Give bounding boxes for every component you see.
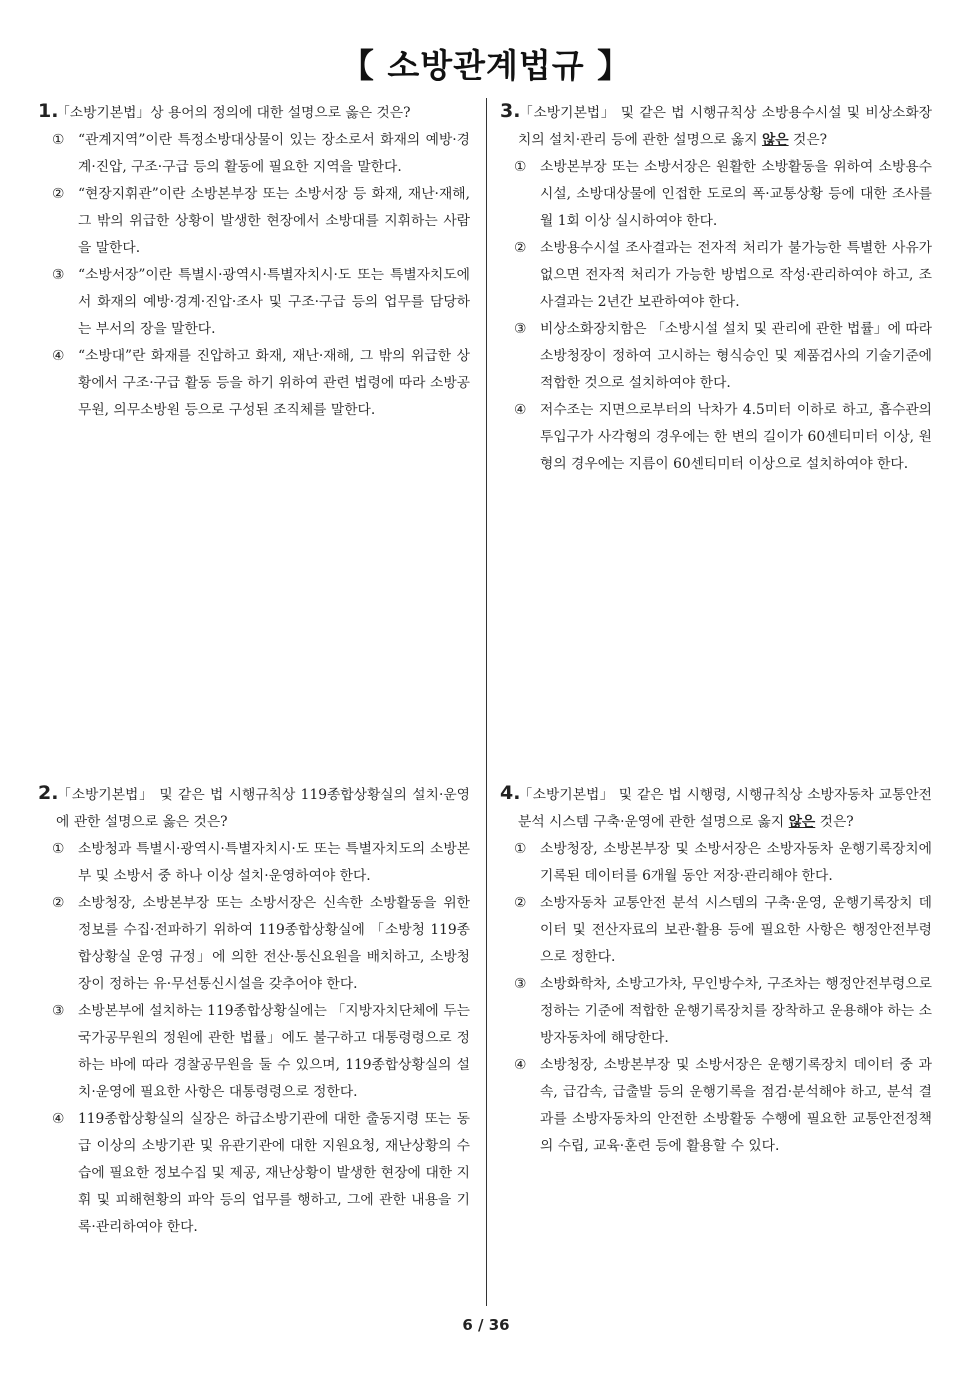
option-text: “현장지휘관”이란 소방본부장 또는 소방서장 등 화재, 재난·재해, 그 밖의 위급한 상황이 발생한 현장에서 소방대를 지휘하는 사람을 말한다. xyxy=(78,186,470,256)
option-marker: ④ xyxy=(52,1111,65,1127)
question-1-option-4 xyxy=(38,343,470,424)
question-3-option-1 xyxy=(500,154,932,235)
option-marker: ① xyxy=(52,132,65,148)
option-marker: ③ xyxy=(52,1003,65,1019)
question-1-option-1 xyxy=(38,127,470,181)
question-2-stem xyxy=(38,780,470,836)
question-2 xyxy=(38,780,470,1241)
column-divider xyxy=(486,98,487,1306)
option-text: 소방청과 특별시·광역시·특별자치시·도 또는 특별자치도의 소방본부 및 소방서 중 하나 이상 설치·운영하여야 한다. xyxy=(78,841,470,884)
question-3 xyxy=(500,98,932,478)
option-text: 119종합상황실의 실장은 하급소방기관에 대한 출동지령 또는 동급 이상의 소방기관 및 유관기관에 대한 지원요청, 재난상황의 수습에 필요한 정보수집 및 제공, 재난상황이 발생한 현장에 대한 지휘 및 피해현황의 파악 등의 업무를 행하고, 그에 관한 내용을 기록·관리하여야 한다. xyxy=(78,1111,470,1235)
option-text: 비상소화장치함은 「소방시설 설치 및 관리에 관한 법률」에 따라 소방청장이 정하여 고시하는 형식승인 및 제품검사의 기술기준에 적합한 것으로 설치하여야 한다. xyxy=(540,321,932,391)
option-marker: ② xyxy=(52,186,65,202)
question-4-option-4 xyxy=(500,1052,932,1160)
question-1-number: 1. xyxy=(38,100,59,122)
option-text: “관계지역”이란 특정소방대상물이 있는 장소로서 화재의 예방·경계·진압, 구조·구급 등의 활동에 필요한 지역을 말한다. xyxy=(78,132,470,175)
option-marker: ① xyxy=(514,841,527,857)
option-text: 소방청장, 소방본부장 및 소방서장은 소방자동차 운행기록장치에 기록된 데이터를 6개월 동안 저장·관리해야 한다. xyxy=(540,841,932,884)
question-1-option-3 xyxy=(38,262,470,343)
question-4-number: 4. xyxy=(500,782,521,804)
question-2-option-2 xyxy=(38,890,470,998)
option-marker: ① xyxy=(514,159,527,175)
question-3-stem-end: 것은? xyxy=(788,132,828,148)
question-2-option-4 xyxy=(38,1106,470,1241)
question-1-stem-text: 「소방기본법」상 용어의 정의에 대한 설명으로 옳은 것은? xyxy=(56,105,411,121)
question-4-option-1 xyxy=(500,836,932,890)
option-marker: ④ xyxy=(514,402,527,418)
option-marker: ④ xyxy=(514,1057,527,1073)
option-text: 소방청장, 소방본부장 및 소방서장은 운행기록장치 데이터 중 과속, 급감속, 급출발 등의 운행기록을 점검·분석해야 하고, 분석 결과를 소방자동차의 안전한 소방활동 수행에 필요한 교통안전정책의 수립, 교육·훈련 등에 활용할 수 있다. xyxy=(540,1057,932,1154)
option-marker: ② xyxy=(514,895,527,911)
option-text: 소방화학차, 소방고가차, 무인방수차, 구조차는 행정안전부령으로 정하는 기준에 적합한 운행기록장치를 장착하고 운용해야 하는 소방자동차에 해당한다. xyxy=(540,976,932,1046)
negation-emphasis: 않은 xyxy=(788,814,816,830)
question-2-stem-text: 「소방기본법」 및 같은 법 시행규칙상 119종합상황실의 설치·운영에 관한 설명으로 옳은 것은? xyxy=(56,787,470,830)
option-text: 소방용수시설 조사결과는 전자적 처리가 불가능한 특별한 사유가 없으면 전자적 처리가 가능한 방법으로 작성·관리하여야 하고, 조사결과는 2년간 보관하여야 한다. xyxy=(540,240,932,310)
option-marker: ③ xyxy=(514,976,527,992)
negation-emphasis: 않은 xyxy=(761,132,789,148)
option-text: “소방서장”이란 특별시·광역시·특별자치시·도 또는 특별자치도에서 화재의 예방·경계·진압·조사 및 구조·구급 등의 업무를 담당하는 부서의 장을 말한다. xyxy=(78,267,470,337)
option-marker: ③ xyxy=(52,267,65,283)
question-3-stem-text: 「소방기본법」 및 같은 법 시행규칙상 소방용수시설 및 비상소화장치의 설치·관리 등에 관한 설명으로 옳지 xyxy=(518,105,932,148)
question-1-stem xyxy=(38,98,470,127)
question-3-option-3 xyxy=(500,316,932,397)
question-3-option-2 xyxy=(500,235,932,316)
option-text: “소방대”란 화재를 진압하고 화재, 재난·재해, 그 밖의 위급한 상황에서 구조·구급 활동 등을 하기 위하여 관련 법령에 따라 소방공무원, 의무소방원 등으로 구성된 조직체를 말한다. xyxy=(78,348,470,418)
option-marker: ② xyxy=(514,240,527,256)
option-text: 소방본부에 설치하는 119종합상황실에는 「지방자치단체에 두는 국가공무원의 정원에 관한 법률」에도 불구하고 대통령령으로 정하는 바에 따라 경찰공무원을 둘 수 있으며, 119종합상황실의 설치·운영에 필요한 사항은 대통령령으로 정한다. xyxy=(78,1003,470,1100)
option-marker: ④ xyxy=(52,348,65,364)
option-text: 소방본부장 또는 소방서장은 원활한 소방활동을 위하여 소방용수시설, 소방대상물에 인접한 도로의 폭·교통상황 등에 대한 조사를 월 1회 이상 실시하여야 한다. xyxy=(540,159,932,229)
question-3-number: 3. xyxy=(500,100,521,122)
page-number: 6 / 36 xyxy=(462,1316,510,1334)
question-2-number: 2. xyxy=(38,782,59,804)
question-1-option-2 xyxy=(38,181,470,262)
question-2-option-3 xyxy=(38,998,470,1106)
question-4-stem-end: 것은? xyxy=(815,814,854,830)
question-4-option-2 xyxy=(500,890,932,971)
option-marker: ② xyxy=(52,895,65,911)
option-text: 저수조는 지면으로부터의 낙차가 4.5미터 이하로 하고, 흡수관의 투입구가 사각형의 경우에는 한 변의 길이가 60센티미터 이상, 원형의 경우에는 지름이 60센티미터 이상으로 설치하여야 한다. xyxy=(540,402,932,472)
question-4-option-3 xyxy=(500,971,932,1052)
page-title: 【 소방관계법규 】 xyxy=(340,46,632,85)
question-4-stem xyxy=(500,780,932,836)
option-marker: ③ xyxy=(514,321,527,337)
option-marker: ① xyxy=(52,841,65,857)
question-2-option-1 xyxy=(38,836,470,890)
question-1 xyxy=(38,98,470,424)
question-4 xyxy=(500,780,932,1160)
option-text: 소방청장, 소방본부장 또는 소방서장은 신속한 소방활동을 위한 정보를 수집·전파하기 위하여 119종합상황실에 「소방청 119종합상황실 운영 규정」에 의한 전산·통신요원을 배치하고, 소방청장이 정하는 유·무선통신시설을 갖추어야 한다. xyxy=(78,895,470,992)
question-3-option-4 xyxy=(500,397,932,478)
option-text: 소방자동차 교통안전 분석 시스템의 구축·운영, 운행기록장치 데이터 및 전산자료의 보관·활용 등에 필요한 사항은 행정안전부령으로 정한다. xyxy=(540,895,932,965)
question-4-stem-text: 「소방기본법」 및 같은 법 시행령, 시행규칙상 소방자동차 교통안전 분석 시스템 구축·운영에 관한 설명으로 옳지 xyxy=(518,787,932,830)
question-3-stem xyxy=(500,98,932,154)
